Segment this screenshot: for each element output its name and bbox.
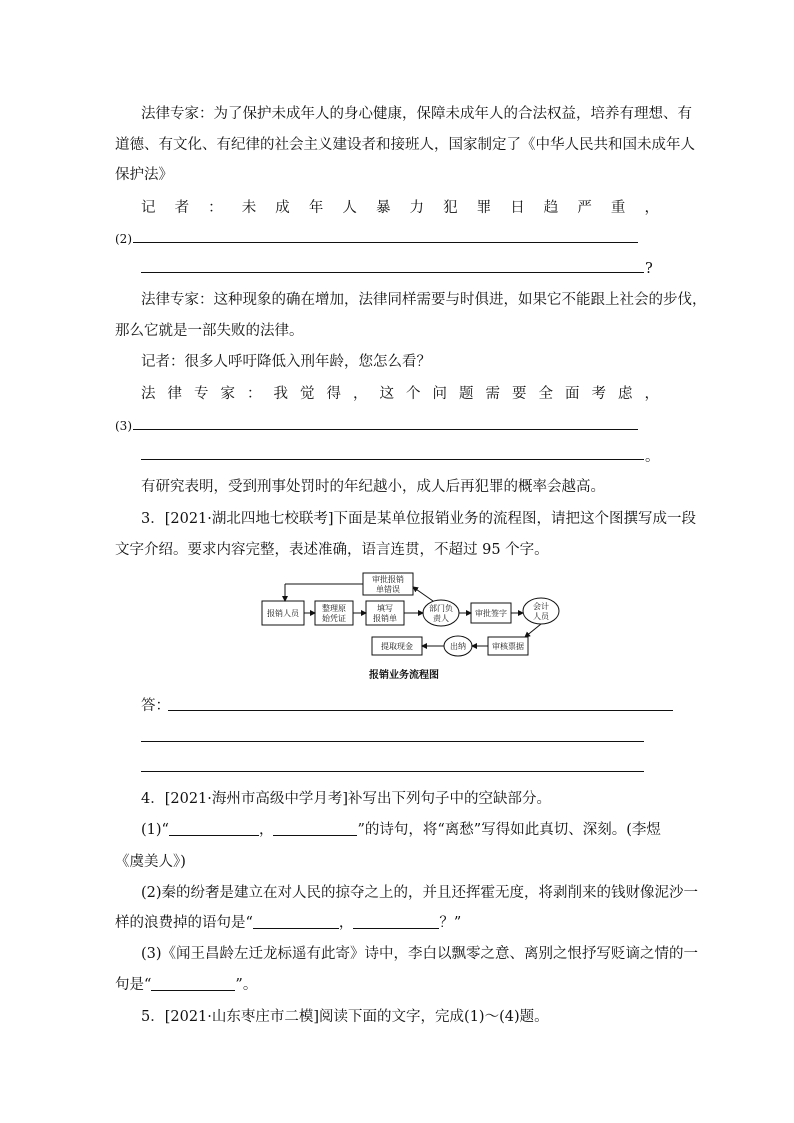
expert-answer-3-char: 需 [485,386,500,402]
reporter-question-1-char: 未 [241,200,257,216]
expert-answer-3-char: 虑 [618,386,633,402]
answer-line-3a[interactable] [133,429,638,430]
expert-answer-3-char: 得 [326,386,341,402]
flow-applicant: 报销人员 [267,609,299,618]
blank-2-label: (2) [115,232,132,246]
q4-1-prefix: (1)“ [141,822,169,838]
expert-answer-3-char: 个 [406,386,421,402]
flow-accountant-line-2: 人员 [533,612,549,621]
q4-1-mid: ， [258,822,274,838]
expert-answer-3-char: 专 [194,386,209,402]
expert-answer-3-char: ： [247,386,262,402]
flow-fill-line-1: 填写 [377,604,393,613]
reporter-question-1-char: 犯 [443,200,458,216]
q4-1-blank-a[interactable] [169,821,259,836]
flow-review-error-line-1: 审批报销 [372,575,404,584]
answer-label: 答： [141,698,170,714]
q4-2-suffix: ？” [439,915,462,931]
expert-answer-3-char: 面 [565,386,580,402]
q4-2-prefix: 样的浪费掉的语句是“ [115,915,253,931]
flow-arrow-6 [525,624,541,637]
q4-3-suffix: ”。 [235,977,258,993]
reporter-question-1-char: 成 [275,200,290,216]
flow-cashier: 出纳 [450,642,466,651]
expert-paragraph-line-1: 法律专家：为了保护未成年人的身心健康，保障未成年人的合法权益，培养有理想、有 [141,106,692,122]
flow-accountant-line-1: 会计 [533,602,549,611]
reporter-question-1-char: 重 [610,200,626,216]
answer-line-q3a[interactable] [168,710,673,711]
answer-line-2a[interactable] [133,242,638,243]
q4-2-mid: ， [338,915,354,931]
q4-3-blank[interactable] [151,976,235,991]
flow-check: 审核票据 [492,642,524,651]
reporter-question-1-char: 者 [174,200,190,216]
expert-paragraph-line-3: 保护法》 [115,167,173,183]
q4-2-blank-b[interactable] [353,914,439,929]
reporter-question-1-char: 记 [141,200,156,216]
question-3-line-1: 3．[2021·湖北四地七校联考]下面是某单位报销业务的流程图，请把这个图撰写成一段 [141,511,697,527]
expert-answer-3-char: 问 [432,386,447,402]
expert-answer-3-char: ， [644,386,659,402]
question-4-1-line-2: 《虞美人》) [115,854,186,870]
blank-3-end-mark: 。 [645,449,660,465]
expert-answer-3-char: 法 [141,386,156,402]
q4-2-blank-a[interactable] [253,914,339,929]
question-4-2-line-1: (2)秦的纷奢是建立在对人民的掠夺之上的，并且还挥霍无度，将剥削来的钱财像泥沙一 [141,885,699,901]
research-paragraph: 有研究表明，受到刑事处罚时的年纪越小，成人后再犯罪的概率会越高。 [141,479,605,495]
flow-review-error-line-2: 单错误 [376,585,400,594]
flow-approve: 审批签字 [475,609,507,618]
reporter-question-1-char: 年 [308,200,324,216]
question-4-3-line-2 [115,975,257,995]
reporter-question-1-char: 暴 [375,200,391,216]
expert-answer-3-char: ， [353,386,368,402]
answer-line-2b[interactable] [141,272,644,273]
q4-1-blank-b[interactable] [273,821,357,836]
expert-paragraph-2-line-1: 法律专家：这种现象的确在增加，法律同样需要与时俱进，如果它不能跟上社会的步伐， [141,292,707,308]
expert-answer-3-char: 题 [459,386,474,402]
reporter-question-1-char: 人 [342,200,357,216]
flow-fill-line-2: 报销单 [373,614,397,623]
reporter-question-1 [141,198,659,218]
expert-answer-3-char: 觉 [300,386,315,402]
flowchart-caption: 报销业务流程图 [369,670,439,681]
flow-arrow-reject [413,587,433,601]
question-3-line-2: 文字介绍。要求内容完整，表述准确，语言连贯，不超过 95 个字。 [115,542,549,558]
reporter-question-1-char: 严 [577,200,592,216]
expert-answer-3-char: 律 [167,386,182,402]
reporter-question-1-char: ， [644,200,659,216]
answer-line-3b[interactable] [141,459,644,460]
question-4-2-line-2 [115,913,461,933]
reporter-question-1-char: 趋 [543,200,559,216]
q4-3-prefix: 句是“ [115,977,152,993]
blank-3-label: (3) [115,419,132,433]
answer-line-q3c[interactable] [141,771,644,772]
expert-answer-3-char: 家 [220,386,235,402]
question-4-3-line-1: (3)《闻王昌龄左迁龙标遥有此寄》诗中，李白以飘零之意、离别之恨抒写贬谪之情的一 [141,946,699,962]
reporter-question-1-char: ： [208,200,223,216]
reporter-question-1-char: 力 [409,200,424,216]
answer-line-q3b[interactable] [141,741,644,742]
flow-organize-line-2: 始凭证 [322,614,346,623]
expert-paragraph-2-line-2: 那么它就是一部失败的法律。 [115,323,304,339]
expert-answer-3 [141,384,659,404]
expert-paragraph-line-2: 道德、有文化、有纪律的社会主义建设者和接班人，国家制定了《中华人民共和国未成年人 [115,137,695,153]
question-4-1-line-1 [141,820,661,840]
question-5-title: 5．[2021·山东枣庄市二模]阅读下面的文字，完成(1)～(4)题。 [141,1009,549,1025]
reporter-question-1-char: 罪 [476,200,492,216]
blank-2-end-mark: ? [645,261,653,277]
flow-dept-line-1: 部门负 [429,604,453,613]
flow-withdraw: 提取现金 [381,642,413,651]
reporter-question-1-char: 日 [510,200,525,216]
expert-answer-3-char: 全 [538,386,553,402]
q4-1-suffix: ”的诗句，将“离愁”写得如此真切、深刻。(李煜 [357,822,661,838]
reporter-question-2: 记者：很多人呼吁降低入刑年龄，您怎么看？ [141,354,431,370]
flow-organize-line-1: 整理原 [322,604,346,613]
expert-answer-3-char: 这 [379,386,394,402]
question-4-title: 4．[2021·海州市高级中学月考]补写出下列句子中的空缺部分。 [141,791,552,807]
expert-answer-3-char: 要 [512,386,527,402]
expert-answer-3-char: 我 [273,386,288,402]
expert-answer-3-char: 考 [591,386,606,402]
flow-dept-line-2: 责人 [433,614,449,623]
